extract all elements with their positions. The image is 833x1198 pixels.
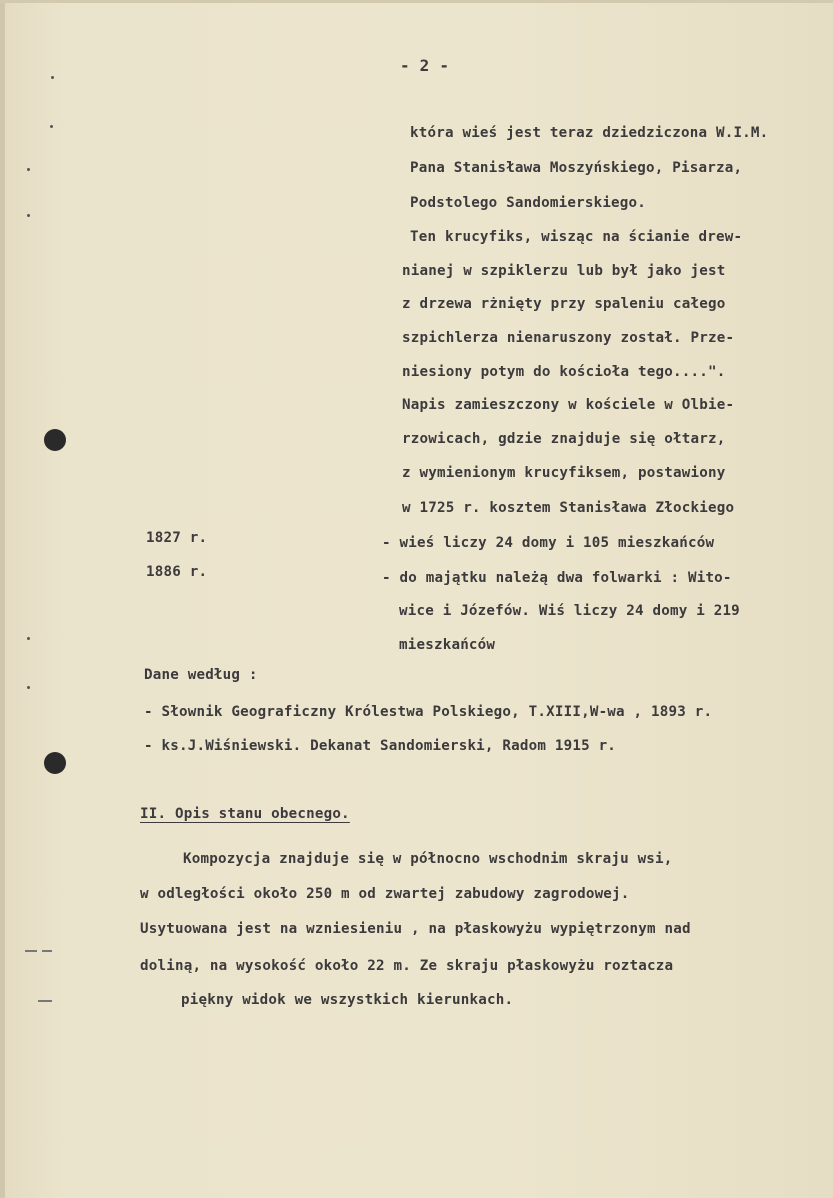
page-number: - 2 - — [400, 56, 450, 75]
source-item: - Słownik Geograficzny Królestwa Polskiego, T.XIII,W-wa , 1893 r. — [144, 704, 713, 720]
text-line: piękny widok we wszystkich kierunkach. — [181, 992, 514, 1008]
paper-speck — [27, 686, 30, 689]
text-line: która wieś jest teraz dziedziczona W.I.M. — [410, 125, 769, 141]
text-line: z drzewa rżnięty przy spaleniu całego — [402, 296, 726, 312]
punch-hole — [44, 752, 66, 774]
paper-edge-top — [0, 0, 833, 3]
margin-mark — [42, 950, 52, 952]
text-line: Pana Stanisława Moszyńskiego, Pisarza, — [410, 160, 743, 176]
year-text: - wieś liczy 24 domy i 105 mieszkańców — [382, 535, 715, 551]
text-line: szpichlerza nienaruszony został. Prze- — [402, 330, 735, 346]
year-text: mieszkańców — [399, 637, 496, 653]
paper-speck — [27, 214, 30, 217]
year-text: wice i Józefów. Wiś liczy 24 domy i 219 — [399, 603, 740, 619]
paper-edge — [0, 0, 5, 1198]
paper-speck — [51, 76, 54, 79]
punch-hole — [44, 429, 66, 451]
paper-speck — [50, 125, 53, 128]
text-line: doliną, na wysokość około 22 m. Ze skraju płaskowyżu roztacza — [140, 958, 674, 974]
margin-mark — [38, 1000, 52, 1002]
text-line: nianej w szpiklerzu lub był jako jest — [402, 263, 726, 279]
margin-mark — [25, 950, 37, 952]
text-line: Usytuowana jest na wzniesieniu , na płaskowyżu wypiętrzonym nad — [140, 921, 691, 937]
text-line: z wymienionym krucyfiksem, postawiony — [402, 465, 726, 481]
text-line: Napis zamieszczony w kościele w Olbie- — [402, 397, 735, 413]
year-label: 1886 r. — [146, 564, 208, 580]
year-label: 1827 r. — [146, 530, 208, 546]
text-line: rzowicach, gdzie znajduje się ołtarz, — [402, 431, 726, 447]
paper-speck — [27, 637, 30, 640]
year-text: - do majątku należą dwa folwarki : Wito- — [382, 570, 732, 586]
text-line: niesiony potym do kościoła tego....". — [402, 364, 726, 380]
sources-label: Dane według : — [144, 667, 258, 683]
text-line: Podstolego Sandomierskiego. — [410, 195, 647, 211]
text-line: w 1725 r. kosztem Stanisława Złockiego — [402, 500, 735, 516]
text-line: Kompozycja znajduje się w północno wschodnim skraju wsi, — [183, 851, 673, 867]
text-line: w odległości około 250 m od zwartej zabudowy zagrodowej. — [140, 886, 630, 902]
source-item: - ks.J.Wiśniewski. Dekanat Sandomierski, Radom 1915 r. — [144, 738, 617, 754]
paper-speck — [27, 168, 30, 171]
text-line: Ten krucyfiks, wisząc na ścianie drew- — [410, 229, 743, 245]
section-heading: II. Opis stanu obecnego. — [140, 806, 350, 822]
